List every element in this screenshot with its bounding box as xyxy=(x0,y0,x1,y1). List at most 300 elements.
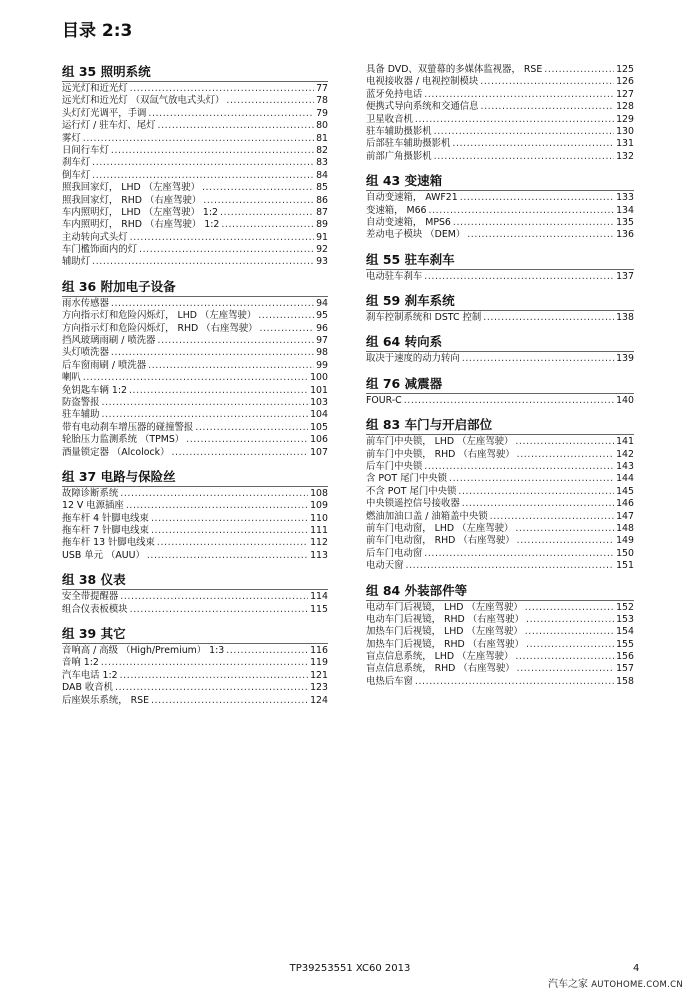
group-divider xyxy=(366,310,634,311)
toc-entry-label: 前部广角摄影机 xyxy=(366,150,432,162)
dot-leader xyxy=(226,95,314,107)
toc-entry-page: 156 xyxy=(616,651,634,663)
dot-leader xyxy=(151,695,308,707)
toc-entry[interactable] xyxy=(366,511,634,523)
toc-groups-right xyxy=(366,173,634,688)
group-divider xyxy=(366,190,634,191)
dot-leader xyxy=(462,353,614,365)
toc-group-title: 组 37 电路与保险丝 xyxy=(62,468,176,484)
toc-entry[interactable] xyxy=(62,434,328,446)
toc-entry-page: 115 xyxy=(310,603,328,615)
toc-entry-label: 日间行车灯 xyxy=(62,144,109,156)
dot-leader xyxy=(449,473,614,485)
toc-entry[interactable] xyxy=(62,120,328,132)
toc-group-title: 组 83 车门与开启部位 xyxy=(366,417,493,433)
dot-leader xyxy=(434,126,614,138)
toc-entry-label: 轮胎压力监测系统 （TPMS） xyxy=(62,434,185,446)
toc-entry-page: 101 xyxy=(310,384,328,396)
toc-entry-page: 136 xyxy=(616,229,634,241)
toc-entry-label: 倒车灯 xyxy=(62,169,91,181)
toc-entry-page: 108 xyxy=(310,487,328,499)
toc-group-title: 组 76 减震器 xyxy=(366,375,443,391)
toc-entry[interactable] xyxy=(366,192,634,204)
group-divider xyxy=(366,269,634,270)
toc-entry-label: 照我回家灯， LHD （左座驾驶） xyxy=(62,182,200,194)
toc-entry[interactable] xyxy=(62,397,328,409)
toc-entry[interactable] xyxy=(366,639,634,651)
toc-entry[interactable] xyxy=(366,436,634,448)
toc-entry-label: 差动电子模块 （DEM） xyxy=(366,229,466,241)
toc-entry-page: 83 xyxy=(316,157,328,169)
dot-leader xyxy=(102,409,309,421)
toc-entry-label: 蓝牙免持电话 xyxy=(366,88,423,100)
toc-group xyxy=(366,417,634,572)
toc-entry[interactable] xyxy=(62,232,328,244)
dot-leader xyxy=(203,195,314,207)
toc-entry[interactable] xyxy=(62,244,328,256)
dot-leader xyxy=(452,138,614,150)
toc-entry-page: 96 xyxy=(316,322,328,334)
toc-entry[interactable] xyxy=(62,157,328,169)
toc-entry-label: 后部驻车辅助摄影机 xyxy=(366,138,451,150)
dot-leader xyxy=(151,525,308,537)
toc-entry-page: 147 xyxy=(616,510,634,522)
toc-entry-page: 77 xyxy=(316,82,328,94)
toc-entry-label: 后座娱乐系统， RSE xyxy=(62,694,149,706)
toc-entry[interactable] xyxy=(62,385,328,397)
toc-group-continued xyxy=(366,64,634,163)
dot-leader xyxy=(260,323,315,335)
toc-entry-page: 81 xyxy=(316,132,328,144)
group-divider xyxy=(62,81,328,82)
toc-entry[interactable] xyxy=(62,195,328,207)
toc-entry[interactable] xyxy=(62,108,328,120)
toc-entry[interactable] xyxy=(366,395,634,407)
toc-entry-label: 具备 DVD、双螢幕的多媒体监视器， RSE xyxy=(366,63,543,75)
toc-entry-page: 111 xyxy=(310,525,328,537)
toc-entry-page: 129 xyxy=(616,113,634,125)
dot-leader xyxy=(515,523,614,535)
dot-leader xyxy=(83,372,308,384)
toc-group-title: 组 38 仪表 xyxy=(62,572,126,588)
toc-entry-label: 卫星收音机 xyxy=(366,113,413,125)
toc-entry-label: 远光灯和近光灯 xyxy=(62,82,128,94)
toc-entry[interactable] xyxy=(62,219,328,231)
watermark-site: AUTOHOME.COM.CN xyxy=(591,980,684,990)
toc-entry-label: 音响高 / 高级 （High/Premium） 1:3 xyxy=(62,645,225,657)
toc-entry-page: 103 xyxy=(310,396,328,408)
toc-entry-page: 93 xyxy=(316,256,328,268)
toc-entry-page: 128 xyxy=(616,101,634,113)
toc-entry-label: 电动车门后视镜， RHD （右座驾驶） xyxy=(366,613,524,625)
toc-entry[interactable] xyxy=(366,548,634,560)
dot-leader xyxy=(111,298,314,310)
dot-leader xyxy=(202,182,314,194)
dot-leader xyxy=(186,434,308,446)
toc-entry[interactable] xyxy=(366,353,634,365)
toc-entry-page: 145 xyxy=(616,485,634,497)
toc-entry[interactable] xyxy=(62,409,328,421)
dot-leader xyxy=(130,604,308,616)
toc-entry[interactable] xyxy=(366,205,634,217)
dot-leader xyxy=(220,207,314,219)
toc-entry-label: 12 V 电源插座 xyxy=(62,500,124,512)
toc-entry[interactable] xyxy=(366,498,634,510)
toc-entry-label: 头灯喷洗器 xyxy=(62,347,109,359)
toc-entry[interactable] xyxy=(62,95,328,107)
toc-entry-page: 140 xyxy=(616,394,634,406)
dot-leader xyxy=(526,614,614,626)
toc-entry-page: 150 xyxy=(616,547,634,559)
dot-leader xyxy=(129,385,308,397)
toc-entry-page: 152 xyxy=(616,601,634,613)
toc-entry-label: 车内照明灯， LHD （左座驾驶） 1:2 xyxy=(62,206,219,218)
dot-leader xyxy=(517,449,614,461)
toc-entry[interactable] xyxy=(366,676,634,688)
toc-entry-label: 头灯灯光调平，手调 xyxy=(62,107,147,119)
page-title: 目录 2:3 xyxy=(62,21,133,41)
toc-entry-label: 故障诊断系统 xyxy=(62,487,119,499)
toc-entry[interactable] xyxy=(366,664,634,676)
toc-entry-label: 前车门电动窗， LHD （左座驾驶） xyxy=(366,522,514,534)
toc-entry-label: 前车门中央锁， LHD （左座驾驶） xyxy=(366,436,514,448)
dot-leader xyxy=(171,447,308,459)
toc-entry[interactable] xyxy=(366,229,634,241)
toc-entry-page: 141 xyxy=(616,436,634,448)
toc-entry[interactable] xyxy=(62,323,328,335)
toc-entry-label: 加热车门后视镜， LHD （左座驾驶） xyxy=(366,626,523,638)
toc-group-title: 组 55 驻车刹车 xyxy=(366,251,455,267)
toc-entry[interactable] xyxy=(366,217,634,229)
toc-entry-page: 121 xyxy=(310,669,328,681)
dot-leader xyxy=(258,310,314,322)
toc-entry-page: 100 xyxy=(310,372,328,384)
toc-column-right xyxy=(366,64,634,698)
dot-leader xyxy=(120,591,308,603)
dot-leader xyxy=(111,347,314,359)
toc-group xyxy=(62,626,328,707)
toc-entry-page: 154 xyxy=(616,626,634,638)
toc-entry-label: 带有电动刹车增压器的碰撞警报 xyxy=(62,421,194,433)
toc-entry-page: 98 xyxy=(316,347,328,359)
toc-entry-page: 146 xyxy=(616,498,634,510)
dot-leader xyxy=(424,548,614,560)
toc-entry[interactable] xyxy=(366,614,634,626)
toc-entry-page: 95 xyxy=(316,310,328,322)
toc-entry[interactable] xyxy=(366,138,634,150)
dot-leader xyxy=(480,76,614,88)
toc-entry-page: 87 xyxy=(316,206,328,218)
dot-leader xyxy=(92,157,314,169)
toc-group-title: 组 59 刹车系统 xyxy=(366,293,455,309)
toc-entry-page: 85 xyxy=(316,182,328,194)
toc-entry[interactable] xyxy=(366,461,634,473)
toc-entry-label: 电动车门后视镜， LHD （左座驾驶） xyxy=(366,601,523,613)
toc-entry-label: 拖车杆 4 针脚电线束 xyxy=(62,512,149,524)
toc-entry[interactable] xyxy=(62,360,328,372)
toc-entry[interactable] xyxy=(62,422,328,434)
dot-leader xyxy=(195,422,308,434)
toc-entry-page: 97 xyxy=(316,335,328,347)
toc-entry[interactable] xyxy=(62,170,328,182)
toc-entry-page: 149 xyxy=(616,535,634,547)
toc-entry[interactable] xyxy=(62,670,328,682)
toc-entry-label: 含 POT 尾门中央锁 xyxy=(366,473,447,485)
dot-leader xyxy=(515,651,614,663)
toc-entry-label: 加热车门后视镜， RHD （右座驾驶） xyxy=(366,638,524,650)
toc-entry-page: 109 xyxy=(310,500,328,512)
dot-leader xyxy=(92,256,314,268)
toc-entry[interactable] xyxy=(366,560,634,572)
toc-entry[interactable] xyxy=(62,347,328,359)
toc-entry[interactable] xyxy=(62,657,328,669)
toc-entry[interactable] xyxy=(62,310,328,322)
toc-entry-label: 前车门中央锁， RHD （右座驾驶） xyxy=(366,448,515,460)
toc-entry-label: 后车窗雨刷 / 喷洗器 xyxy=(62,359,147,371)
toc-group xyxy=(62,469,328,562)
toc-entry[interactable] xyxy=(62,682,328,694)
toc-entry-label: 防盗警报 xyxy=(62,396,100,408)
toc-entry-label: 前车门电动窗， RHD （右座驾驶） xyxy=(366,535,515,547)
toc-entry-label: 方向指示灯和危险闪烁灯， LHD （左座驾驶） xyxy=(62,310,257,322)
toc-entry-page: 91 xyxy=(316,231,328,243)
toc-entry[interactable] xyxy=(366,535,634,547)
toc-entry-page: 131 xyxy=(616,138,634,150)
dot-leader xyxy=(147,550,308,562)
dot-leader xyxy=(126,500,308,512)
toc-entry-page: 155 xyxy=(616,638,634,650)
dot-leader xyxy=(525,602,614,614)
page-number: 4 xyxy=(633,963,640,974)
toc-entry[interactable] xyxy=(366,151,634,163)
toc-entry-label: 自动变速箱， AWF21 xyxy=(366,192,458,204)
dot-leader xyxy=(462,498,614,510)
watermark-brand: 汽车之家 xyxy=(548,979,588,990)
dot-leader xyxy=(157,537,308,549)
toc-entry-page: 94 xyxy=(316,297,328,309)
toc-group xyxy=(366,293,634,324)
toc-entry-page: 113 xyxy=(310,549,328,561)
toc-group-title: 组 43 变速箱 xyxy=(366,173,443,189)
toc-entry[interactable] xyxy=(62,207,328,219)
toc-entry[interactable] xyxy=(62,538,328,550)
dot-leader xyxy=(221,219,314,231)
toc-entry-page: 84 xyxy=(316,169,328,181)
toc-entry-label: 酒量锁定器 （Alcolock） xyxy=(62,446,170,458)
dot-leader xyxy=(158,335,315,347)
toc-entry-label: 方向指示灯和危险闪烁灯， RHD （右座驾驶） xyxy=(62,322,258,334)
toc-entry[interactable] xyxy=(366,101,634,113)
dot-leader xyxy=(83,133,314,145)
toc-group-title: 组 64 转向系 xyxy=(366,334,443,350)
toc-entry-page: 114 xyxy=(310,591,328,603)
toc-entry[interactable] xyxy=(366,651,634,663)
toc-entry-page: 135 xyxy=(616,216,634,228)
toc-entry[interactable] xyxy=(62,550,328,562)
toc-entry-page: 126 xyxy=(616,76,634,88)
toc-entry-page: 79 xyxy=(316,107,328,119)
toc-entry-label: 远光灯和近光灯 （双氙气放电式头灯） xyxy=(62,95,225,107)
toc-entry-page: 116 xyxy=(310,645,328,657)
toc-entry-page: 130 xyxy=(616,125,634,137)
toc-entry-label: 盲点信息系统， RHD （右座驾驶） xyxy=(366,663,515,675)
toc-entry-page: 105 xyxy=(310,421,328,433)
toc-entry-label: 不含 POT 尾门中央锁 xyxy=(366,485,457,497)
group-divider xyxy=(366,600,634,601)
toc-entry[interactable] xyxy=(62,604,328,616)
toc-entry[interactable] xyxy=(62,298,328,310)
toc-entry-page: 144 xyxy=(616,473,634,485)
toc-entry[interactable] xyxy=(62,145,328,157)
toc-entry-label: FOUR-C xyxy=(366,394,402,406)
toc-entry[interactable] xyxy=(366,602,634,614)
toc-entry-page: 104 xyxy=(310,409,328,421)
toc-entry-label: 驻车辅助 xyxy=(62,409,100,421)
toc-entry-label: 驻车辅助摄影机 xyxy=(366,125,432,137)
toc-group-title: 组 36 附加电子设备 xyxy=(62,278,176,294)
dot-leader xyxy=(434,151,614,163)
toc-entry-label: USB 单元 （AUU） xyxy=(62,549,145,561)
toc-entry-page: 133 xyxy=(616,192,634,204)
toc-entry[interactable] xyxy=(62,182,328,194)
dot-leader xyxy=(517,535,614,547)
toc-entry-page: 158 xyxy=(616,675,634,687)
toc-entry-page: 92 xyxy=(316,244,328,256)
toc-entry[interactable] xyxy=(62,525,328,537)
toc-entry-label: 辅助灯 xyxy=(62,256,91,268)
dot-leader xyxy=(148,108,314,120)
toc-entry[interactable] xyxy=(366,114,634,126)
toc-entry-page: 124 xyxy=(310,694,328,706)
dot-leader xyxy=(139,244,314,256)
toc-entry-page: 132 xyxy=(616,150,634,162)
dot-leader xyxy=(467,229,614,241)
toc-entry-label: 音响 1:2 xyxy=(62,657,99,669)
toc-entry-label: 便携式导向系统和交通信息 xyxy=(366,101,479,113)
toc-entry-page: 125 xyxy=(616,63,634,75)
dot-leader xyxy=(120,488,308,500)
watermark xyxy=(548,975,683,990)
toc-entry-page: 148 xyxy=(616,522,634,534)
dot-leader xyxy=(101,657,308,669)
toc-entry[interactable] xyxy=(366,312,634,324)
toc-entry-label: 喇叭 xyxy=(62,372,81,384)
toc-entry-page: 139 xyxy=(616,353,634,365)
toc-group xyxy=(366,583,634,689)
toc-entry[interactable] xyxy=(366,449,634,461)
toc-entry[interactable] xyxy=(366,64,634,76)
group-divider xyxy=(62,486,328,487)
toc-group-title: 组 39 其它 xyxy=(62,626,126,642)
toc-entry[interactable] xyxy=(62,500,328,512)
toc-entry-label: 雾灯 xyxy=(62,132,81,144)
dot-leader xyxy=(544,64,614,76)
toc-entry-label: 安全带提醒器 xyxy=(62,591,119,603)
dot-leader xyxy=(415,676,614,688)
toc-entry[interactable] xyxy=(366,271,634,283)
toc-entry[interactable] xyxy=(62,645,328,657)
group-divider xyxy=(62,296,328,297)
toc-group xyxy=(366,376,634,407)
dot-leader xyxy=(453,217,614,229)
toc-entry-label: 拖车杆 13 针脚电线束 xyxy=(62,537,155,549)
dot-leader xyxy=(158,120,315,132)
toc-group-title: 组 35 照明系统 xyxy=(62,64,151,79)
document-code: TP39253551 XC60 2013 xyxy=(289,963,411,974)
toc-entry[interactable] xyxy=(62,83,328,95)
dot-leader xyxy=(404,395,614,407)
toc-entry-label: 挡风玻璃雨刷 / 喷洗器 xyxy=(62,335,156,347)
toc-entry-page: 142 xyxy=(616,448,634,460)
dot-leader xyxy=(226,645,308,657)
toc-entry-label: 后车门电动窗 xyxy=(366,547,423,559)
toc-entry[interactable] xyxy=(62,372,328,384)
toc-entry-label: 车门檻饰面内的灯 xyxy=(62,244,138,256)
toc-group xyxy=(366,334,634,365)
toc-entry[interactable] xyxy=(366,126,634,138)
toc-entry-label: 电热后车窗 xyxy=(366,675,413,687)
dot-leader xyxy=(415,114,614,126)
dot-leader xyxy=(120,670,309,682)
toc-entry[interactable] xyxy=(366,89,634,101)
dot-leader xyxy=(111,145,314,157)
toc-entry[interactable] xyxy=(62,256,328,268)
toc-entry-page: 82 xyxy=(316,144,328,156)
dot-leader xyxy=(148,360,314,372)
dot-leader xyxy=(424,271,614,283)
toc-entry[interactable] xyxy=(62,695,328,707)
toc-entry-label: DAB 收音机 xyxy=(62,682,114,694)
toc-entry-label: 变速箱， M66 xyxy=(366,204,427,216)
toc-entry[interactable] xyxy=(366,626,634,638)
toc-entry-page: 153 xyxy=(616,613,634,625)
toc-entry[interactable] xyxy=(62,335,328,347)
dot-leader xyxy=(483,312,614,324)
dot-leader xyxy=(130,83,314,95)
toc-entry-label: 电动驻车刹车 xyxy=(366,270,423,282)
toc-entry-label: 车内照明灯， RHD （右座驾驶） 1:2 xyxy=(62,219,220,231)
toc-entry-page: 80 xyxy=(316,120,328,132)
toc-entry-page: 127 xyxy=(616,88,634,100)
toc-entry-label: 主动转向式头灯 xyxy=(62,231,128,243)
toc-entry-label: 组合仪表板模块 xyxy=(62,603,128,615)
toc-entry-label: 拖车杆 7 针脚电线束 xyxy=(62,525,149,537)
toc-entry[interactable] xyxy=(62,488,328,500)
toc-entry[interactable] xyxy=(366,486,634,498)
toc-entry-label: 电动天窗 xyxy=(366,560,404,572)
toc-group xyxy=(62,279,328,459)
dot-leader xyxy=(424,89,614,101)
toc-group xyxy=(366,173,634,242)
toc-entry-page: 112 xyxy=(310,537,328,549)
toc-entry-label: 雨水传感器 xyxy=(62,297,109,309)
toc-entry[interactable] xyxy=(62,447,328,459)
dot-leader xyxy=(458,486,614,498)
dot-leader xyxy=(406,560,615,572)
toc-entry-label: 燃油加油口盖 / 油箱盖中央锁 xyxy=(366,510,488,522)
toc-entry-label: 刹车控制系统和 DSTC 控制 xyxy=(366,312,482,324)
toc-entry[interactable] xyxy=(62,591,328,603)
toc-entry[interactable] xyxy=(62,513,328,525)
toc-entry-page: 110 xyxy=(310,512,328,524)
toc-entry[interactable] xyxy=(366,473,634,485)
group-divider xyxy=(62,643,328,644)
toc-group xyxy=(62,572,328,616)
dot-leader xyxy=(92,170,314,182)
toc-entry[interactable] xyxy=(366,76,634,88)
toc-entry[interactable] xyxy=(366,523,634,535)
toc-entry[interactable] xyxy=(62,133,328,145)
